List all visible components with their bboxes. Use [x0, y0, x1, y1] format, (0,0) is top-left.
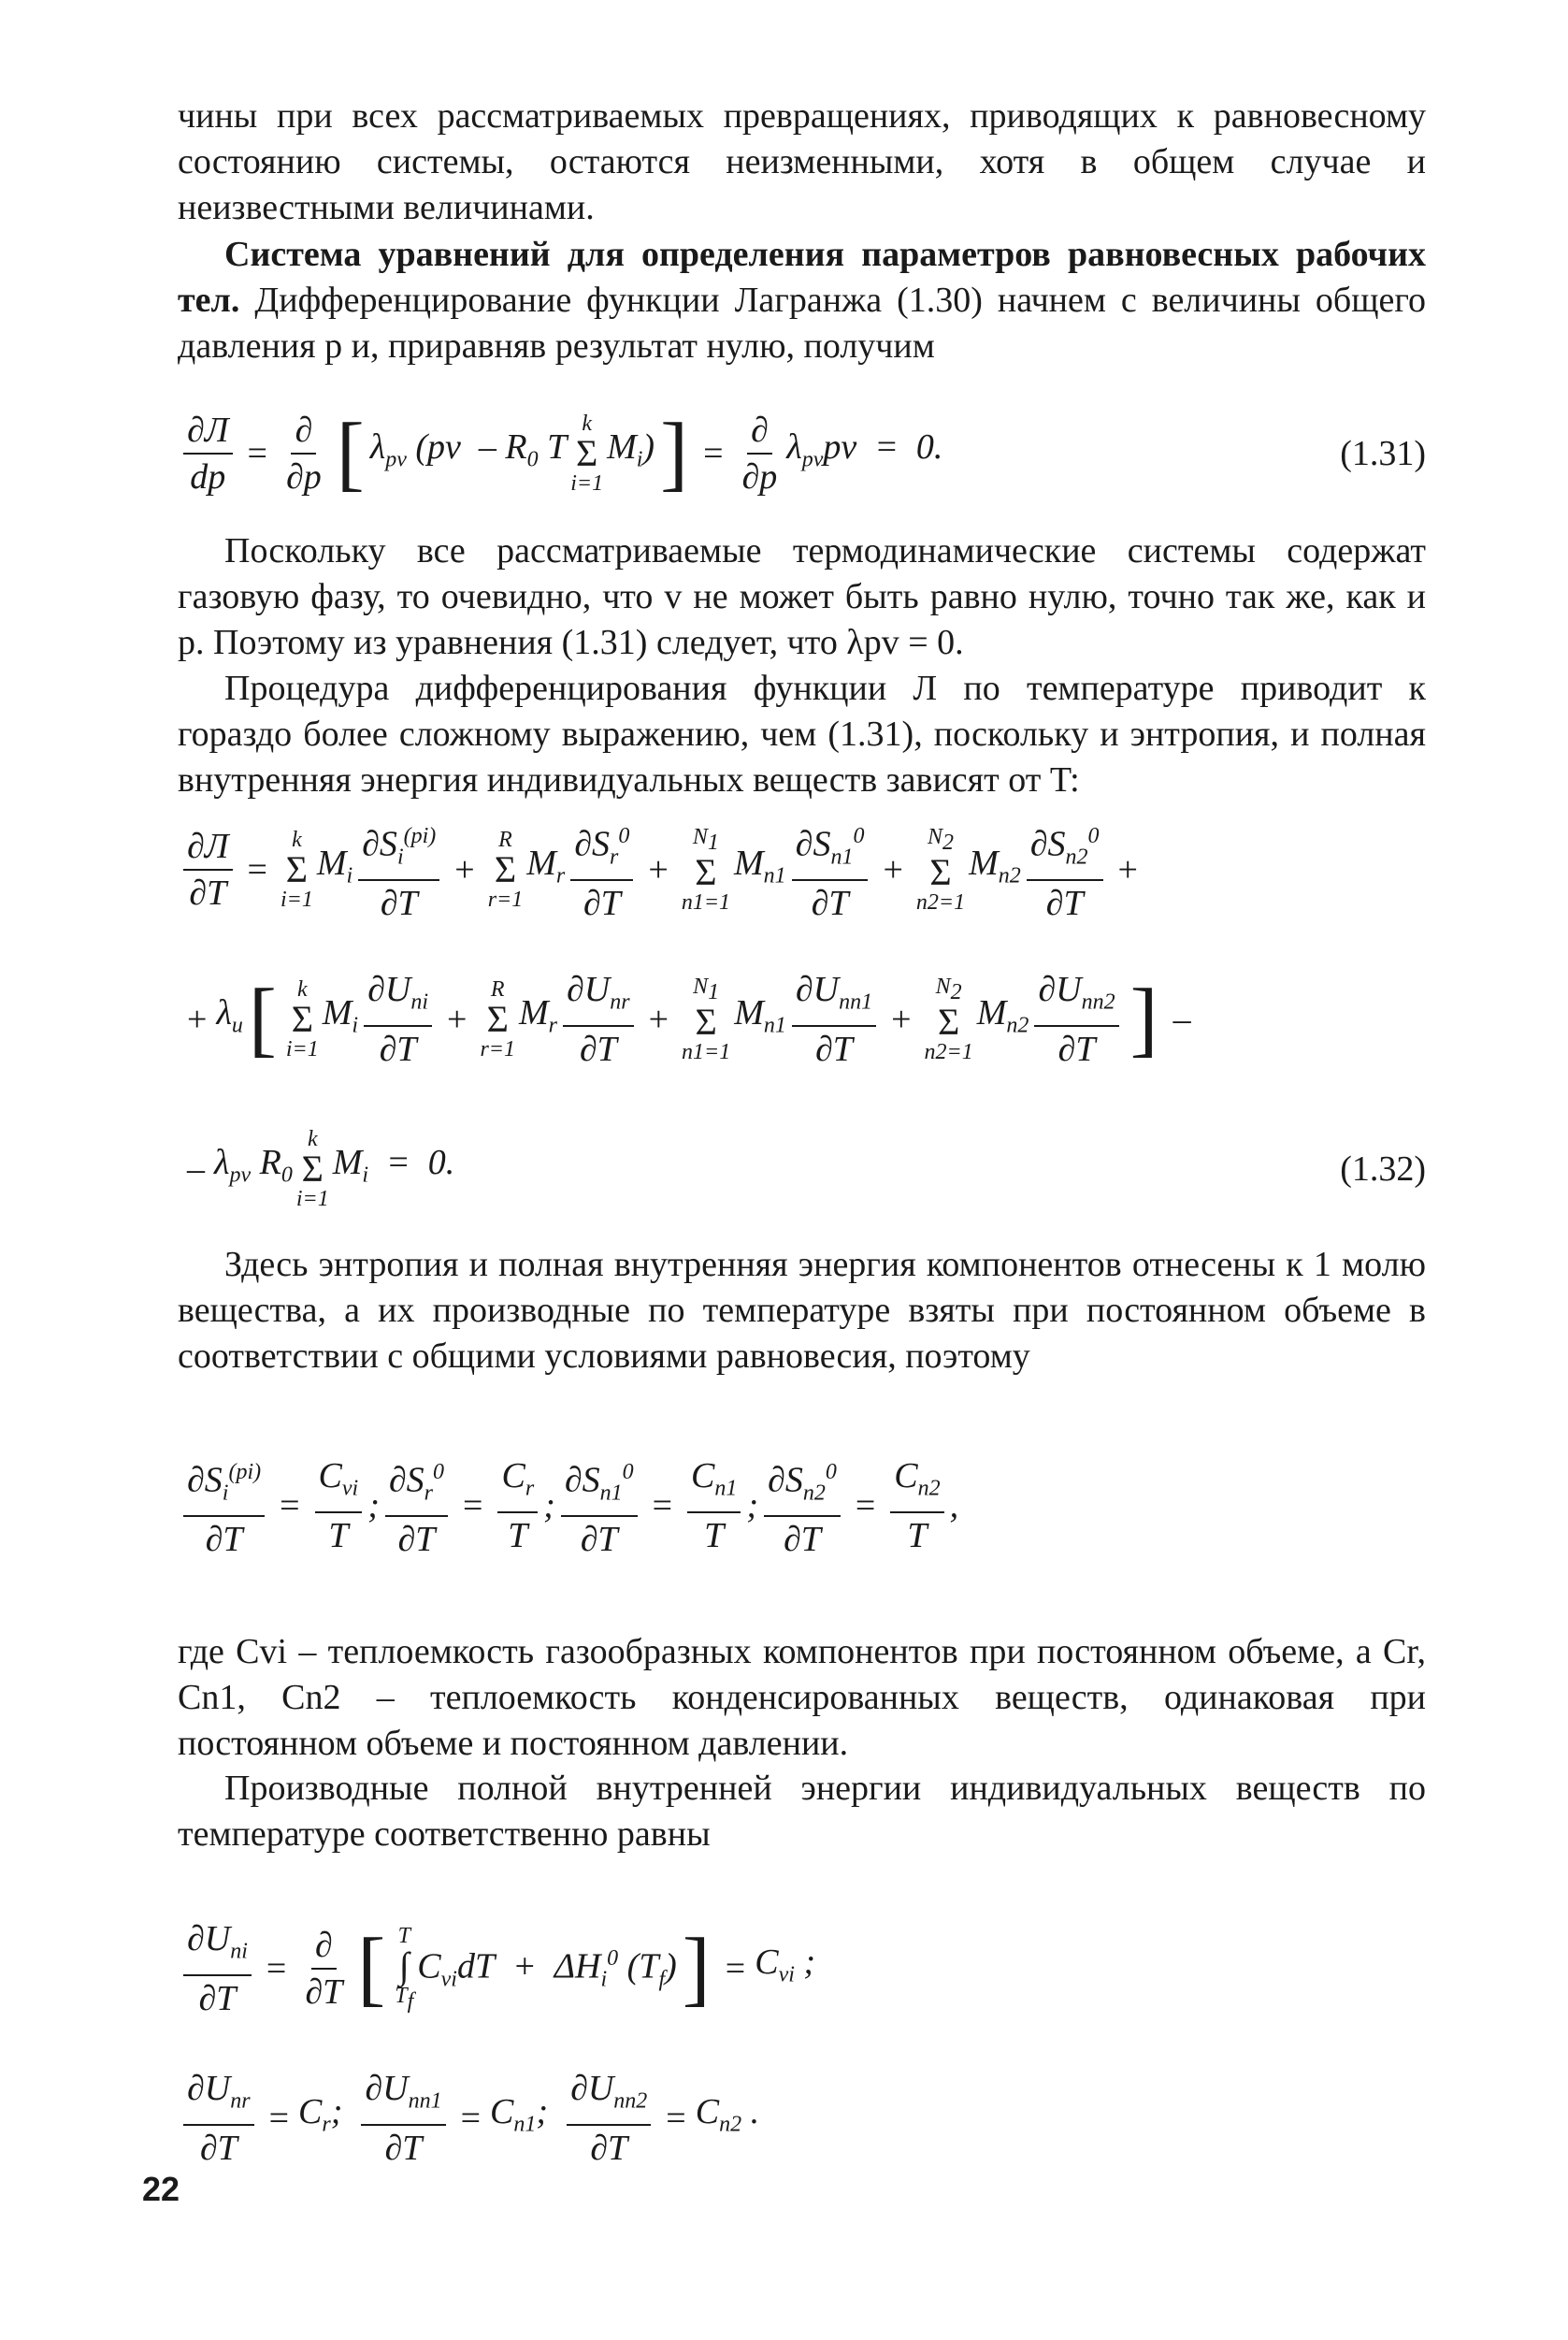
paragraph-2 [178, 232, 1426, 369]
section-heading: Система уравнений для определения параметров равновесных рабочих тел. [178, 235, 1426, 320]
paragraph-1: чины при всех рассматриваемых превращениях, приводящих к равновесному состоянию системы, остаются неизменными, хотя в общем случае и неизвестными величинами. [178, 96, 1426, 227]
paragraph-4: Процедура дифференцирования функции Л по температуре приводит к гораздо более сложному выражению, чем (1.31), поскольку и энтропия, и полная внутренняя энергия индивидуальных веществ зависят от T: [178, 669, 1426, 800]
paragraph-5: Здесь энтропия и полная внутренняя энергия компонентов отнесены к 1 молю вещества, а их производные по температуре взяты при постоянном объеме в соответствии с общими условиями равновесия, поэтому [178, 1245, 1426, 1376]
equation-1-32-line-2: + $\lambda_u$ [ k Σ i=1 $M_i$ $\frac{\partial U_{пi}}{\partial T}$ + R Σ r=1 $M_r$ $\frac{\partial U_{пr}}{\partial T}$ + $N_1$ Σ n1=1 $M_{n1}$ $\frac{\partial U_{пn1}}{\partial T}$ + $N_2$ Σ n2=1 $M_{n2}$ $\frac{\partial U_{пn2}}{\partial T}$ ] – [187, 970, 1191, 1069]
equation-number-1-31: (1.31) [1340, 434, 1426, 473]
page-number: 22 [142, 2170, 180, 2208]
equation-heat-capacity: $\frac{\partial S_i^{(pi)}}{\partial T}$ = $\frac{C_{vi}}{T}$ ; $\frac{\partial S_r^0}{\partial T}$ = $\frac{C_r}{T}$ ; $\frac{\partial S_{n1}^0}{\partial T}$ = $\frac{C_{n1}}{T}$ ; $\frac{\partial S_{n2}^0}{\partial T}$ = $\frac{C_{n2}}{T}$ , [178, 1440, 1426, 1571]
equation-1-32-line-3: – $\lambda_{pv}$ $R_0$ k Σ i=1 $M_i = 0$. (1.32) [187, 1127, 1426, 1211]
equation-1-32-line-1: $\frac{\partial Л}{\partial T}$ = k Σ i=1 $M_i$ $\frac{\partial S_i^{(pi)}}{\partial T}$ + R Σ r=1 $M_r$ $\frac{\partial S_r^0}{\partial T}$ + $N_1$ Σ n1=1 $M_{n1}$ $\frac{\partial S_{n1}^0}{\partial T}$ + $N_2$ Σ n2=1 $M_{n2}$ $\frac{\partial S_{n2}^0}{\partial T}$ + [178, 809, 1426, 931]
equation-internal-energy-1: $\frac{\partial U_{пi}}{\partial T}$ = $\frac{\partial}{\partial T}$ [ T ∫ $T_f$ $C_{vi}dT + \Delta H_i^0$ $(T_f)$ ] = $C_{vi}$ ; [178, 1899, 1426, 2039]
equation-1-31 [178, 383, 1426, 524]
paragraph-6: где Cvi – теплоемкость газообразных компонентов при постоянном объеме, а Cr, Cn1, Cn2 – теплоемкость конденсированных веществ, одинаковая при постоянном объеме и постоянном давлении. [178, 1632, 1426, 1763]
equation-1-31-body: $\frac{\partial Л}{dp}$ = $\frac{\partial}{\partial p}$ [ $\lambda_{pv}$ ($pv - R_0$ T k Σ i=1 $M_i$) ] = $\frac{\partial}{\partial p}$ $\lambda_{pv}pv = 0$. [178, 410, 1340, 498]
equation-internal-energy-2: $\frac{\partial U_{пr}}{\partial T}$ = $C_r$; $\frac{\partial U_{пn1}}{\partial T}$ = $C_{n1}$; $\frac{\partial U_{пn2}}{\partial T}$ = $C_{n2}$ . [178, 2062, 1426, 2174]
paragraph-7: Производные полной внутренней энергии индивидуальных веществ по температуре соответственно равны [178, 1769, 1426, 1854]
equation-number-1-32: (1.32) [1340, 1149, 1426, 1189]
paragraph-2-text: Дифференцирование функции Лагранжа (1.30) начнем с величины общего давления p и, приравняв результат нулю, получим [178, 281, 1426, 366]
paragraph-3: Поскольку все рассматриваемые термодинамические системы содержат газовую фазу, то очевидно, что v не может быть равно нулю, точно так же, как и p. Поэтому из уравнения (1.31) следует, что λpv = 0. [178, 531, 1426, 662]
